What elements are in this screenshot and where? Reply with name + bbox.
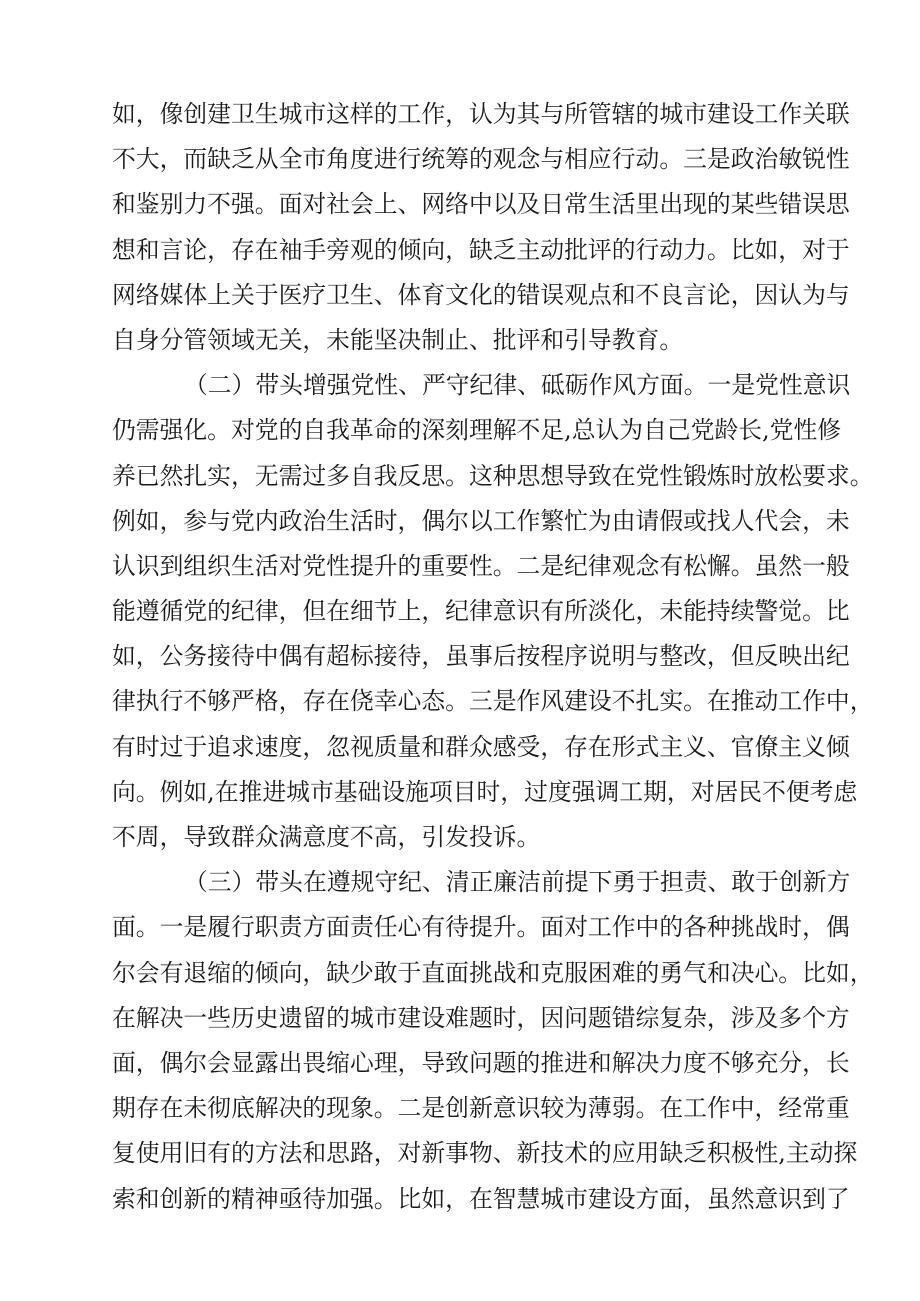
paragraph-line: 网络媒体上关于医疗卫生、体育文化的错误观点和不良言论，因认为与 [112, 280, 850, 309]
paragraph-line: 索和创新的精神亟待加强。比如，在智慧城市建设方面，虽然意识到了 [112, 1184, 850, 1213]
paragraph-line: 不周，导致群众满意度不高，引发投诉。 [112, 823, 541, 851]
paragraph-line: 和鉴别力不强。面对社会上、网络中以及日常生活里出现的某些错误思 [112, 190, 850, 219]
paragraph-line: 面。一是履行职责方面责任心有待提升。面对工作中的各种挑战时，偶 [112, 913, 850, 942]
paragraph-line: 有时过于追求速度，忽视质量和群众感受，存在形式主义、官僚主义倾 [112, 732, 850, 761]
paragraph-line: 认识到组织生活对党性提升的重要性。二是纪律观念有松懈。虽然一般 [112, 551, 850, 580]
paragraph-line: 律执行不够严格，存在侥幸心态。三是作风建设不扎实。在推动工作中， [112, 687, 874, 716]
paragraph-line: 在解决一些历史遗留的城市建设难题时，因问题错综复杂，涉及多个方 [112, 1003, 850, 1032]
paragraph-line: 复使用旧有的方法和思路，对新事物、新技术的应用缺乏积极性,主动探 [112, 1139, 858, 1168]
paragraph-line: 如，公务接待中偶有超标接待，虽事后按程序说明与整改，但反映出纪 [112, 642, 850, 671]
paragraph-line: 养已然扎实，无需过多自我反思。这种思想导致在党性锻炼时放松要求。 [112, 461, 874, 490]
paragraph-line: 不大，而缺乏从全市角度进行统筹的观念与相应行动。三是政治敏锐性 [112, 145, 850, 174]
paragraph-line: 期存在未彻底解决的现象。二是创新意识较为薄弱。在工作中，经常重 [112, 1094, 850, 1123]
paragraph-line: 想和言论，存在袖手旁观的倾向，缺乏主动批评的行动力。比如，对于 [112, 235, 850, 264]
paragraph-line: 例如，参与党内政治生活时，偶尔以工作繁忙为由请假或找人代会，未 [112, 506, 850, 535]
paragraph-line: 向。例如,在推进城市基础设施项目时，过度强调工期，对居民不便考虑 [112, 777, 858, 806]
paragraph-line: 如，像创建卫生城市这样的工作，认为其与所管辖的城市建设工作关联 [112, 100, 850, 128]
paragraph-line: 面，偶尔会显露出畏缩心理，导致问题的推进和解决力度不够充分，长 [112, 1048, 850, 1077]
paragraph-line: 仍需强化。对党的自我革命的深刻理解不足,总认为自己党龄长,党性修 [112, 416, 842, 445]
paragraph-line: 自身分管领域无关，未能坚决制止、批评和引导教育。 [112, 325, 684, 354]
paragraph-line: 能遵循党的纪律，但在细节上，纪律意识有所淡化，未能持续警觉。比 [112, 597, 850, 626]
paragraph-line: 尔会有退缩的倾向，缺少敢于直面挑战和克服困难的勇气和决心。比如， [112, 958, 874, 987]
paragraph-heading-line: （三）带头在遵规守纪、清正廉洁前提下勇于担责、敢于创新方 [184, 868, 851, 897]
document-body [112, 92, 874, 1222]
paragraph-heading-line: （二）带头增强党性、严守纪律、砥砺作风方面。一是党性意识 [184, 371, 851, 400]
